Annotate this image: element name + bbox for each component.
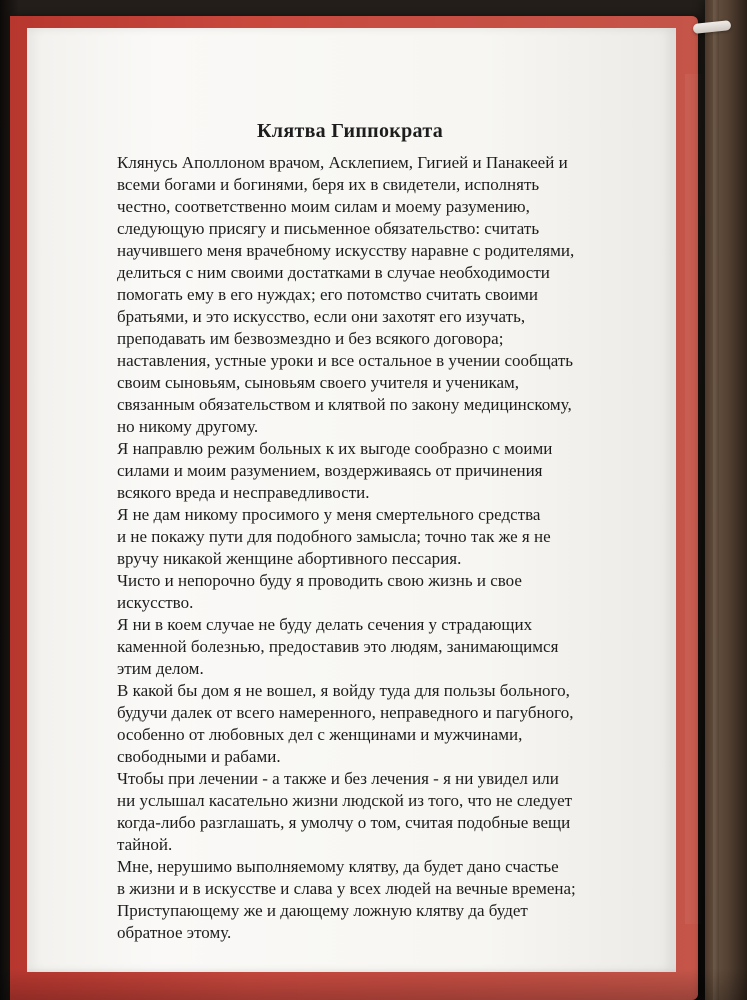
document-title: Клятва Гиппократа (257, 120, 443, 142)
document-line: когда-либо разглашать, я умолчу о том, считая подобные вещи (117, 813, 571, 832)
document-line: каменной болезнью, предоставив это людям, занимающимся (117, 637, 559, 656)
document-line: Приступающему же и дающему ложную клятву да будет (117, 901, 528, 920)
document-line: делиться с ним своими достатками в случае необходимости (117, 263, 550, 282)
document-line: братьями, и это искусство, если они захотят его изучать, (117, 307, 526, 326)
document-line: силами и моим разумением, воздерживаясь от причинения (117, 461, 543, 480)
document-line: Я направлю режим больных к их выгоде сообразно с моими (117, 439, 553, 458)
document-line: помогать ему в его нуждах; его потомство считать своими (117, 285, 538, 304)
document-line: Чисто и непорочно буду я проводить свою жизнь и свое (117, 571, 522, 590)
document-line: преподавать им безвозмездно и без всякого договора; (117, 329, 504, 348)
document-line: ни услышал касательно жизни людской из того, что не следует (117, 791, 573, 810)
document-line: своим сыновьям, сыновьям своего учителя и ученикам, (117, 373, 520, 392)
document-line: тайной. (117, 835, 173, 854)
document-line: Я не дам никому просимого у меня смертельного средства (117, 505, 541, 524)
document-line: будучи далек от всего намеренного, неправедного и пагубного, (117, 703, 574, 722)
document-line: В какой бы дом я не вошел, я войду туда для пользы больного, (117, 681, 570, 700)
document-line: научившего меня врачебному искусству наравне с родителями, (117, 241, 575, 260)
document-line: и не покажу пути для подобного замысла; точно так же я не (117, 527, 551, 546)
binder-spine (705, 0, 747, 1000)
document-line: в жизни и в искусстве и слава у всех людей на вечные времена; (117, 879, 576, 898)
document-line: но никому другому. (117, 417, 259, 436)
document-line: Клянусь Аполлоном врачом, Асклепием, Гигией и Панакеей и (117, 153, 568, 172)
document-line: всякого вреда и несправедливости. (117, 483, 370, 502)
document-line: Чтобы при лечении - а также и без лечения - я ни увидел или (117, 769, 559, 788)
document-line: свободными и рабами. (117, 747, 281, 766)
oath-document (117, 120, 647, 944)
document-line: этим делом. (117, 659, 204, 678)
document-line: честно, соответственно моим силам и моему разумению, (117, 197, 530, 216)
document-line: искусство. (117, 593, 194, 612)
document-line: всеми богами и богинями, беря их в свидетели, исполнять (117, 175, 540, 194)
paper-sheet (27, 28, 676, 972)
document-line: Мне, нерушимо выполняемому клятву, да будет дано счастье (117, 857, 559, 876)
document-line: наставления, устные уроки и все остальное в учении сообщать (117, 351, 574, 370)
document-line: вручу никакой женщине абортивного пессария. (117, 549, 462, 568)
document-line: обратное этому. (117, 923, 232, 942)
document-line: следующую присягу и письменное обязательство: считать (117, 219, 540, 238)
document-line: связанным обязательством и клятвой по закону медицинскому, (117, 395, 572, 414)
document-line: Я ни в коем случае не буду делать сечения у страдающих (117, 615, 533, 634)
document-line: особенно от любовных дел с женщинами и мужчинами, (117, 725, 523, 744)
